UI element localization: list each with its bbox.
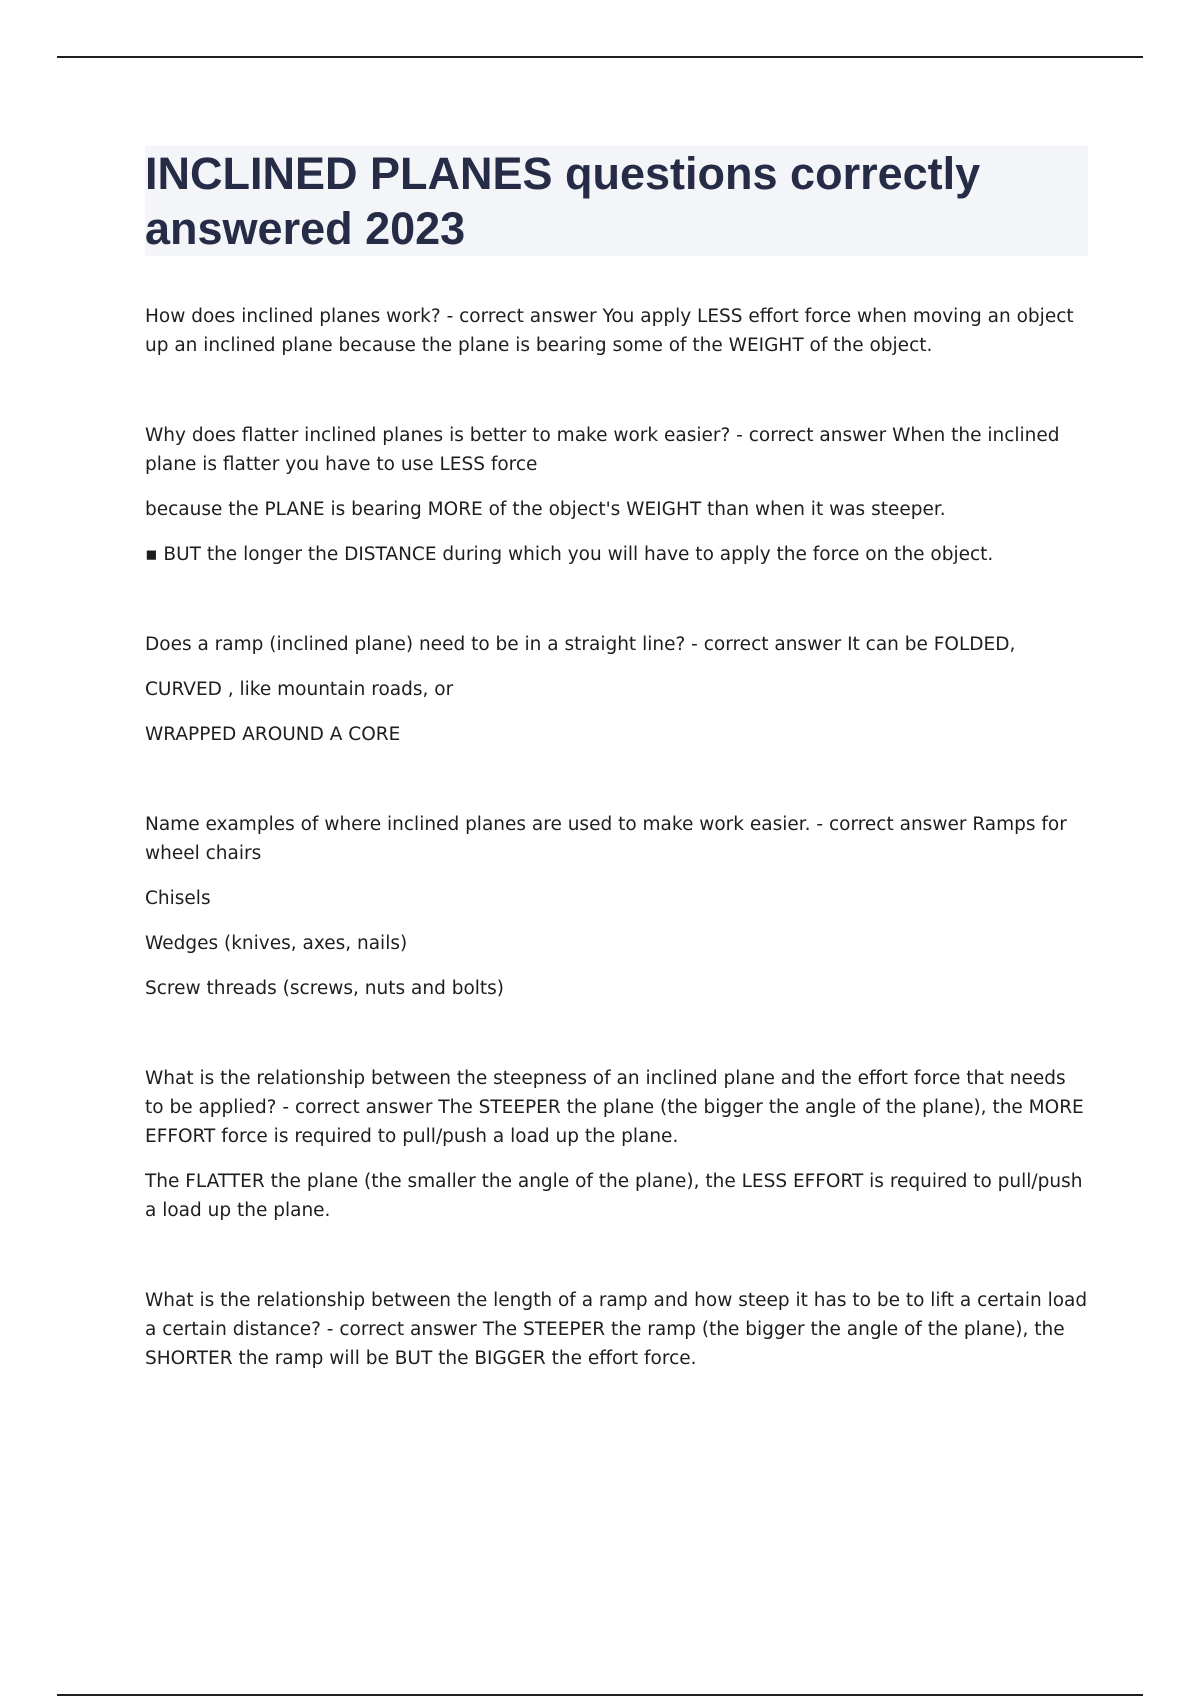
qa-paragraph: Wedges (knives, axes, nails)	[145, 933, 408, 954]
qa-paragraph: WRAPPED AROUND A CORE	[145, 724, 401, 745]
qa-paragraph: ▪ BUT the longer the DISTANCE during which you will have to apply the force on the object.	[145, 544, 994, 565]
qa-item	[145, 810, 1090, 1003]
qa-item	[145, 1286, 1090, 1373]
qa-paragraph: Why does flatter inclined planes is better to make work easier? - correct answer When the inclined plane is flatter you have to use LESS force	[145, 425, 1060, 475]
qa-paragraph: How does inclined planes work? - correct answer You apply LESS effort force when moving an object up an inclined plane because the plane is bearing some of the WEIGHT of the object.	[145, 306, 1074, 356]
qa-item	[145, 1064, 1090, 1225]
qa-paragraph: because the PLANE is bearing MORE of the object's WEIGHT than when it was steeper.	[145, 499, 946, 520]
qa-paragraph: CURVED , like mountain roads, or	[145, 679, 454, 700]
document-title: INCLINED PLANES questions correctly answered 2023	[145, 148, 981, 254]
qa-item	[145, 630, 1090, 749]
qa-paragraph: Chisels	[145, 888, 211, 909]
qa-item	[145, 302, 1090, 360]
bottom-rule	[57, 1694, 1143, 1696]
top-rule	[57, 56, 1143, 58]
document-body	[145, 302, 1090, 1434]
qa-paragraph: Name examples of where inclined planes are used to make work easier. - correct answer Ramps for wheel chairs	[145, 814, 1067, 864]
qa-paragraph: What is the relationship between the length of a ramp and how steep it has to be to lift a certain load a certain distance? - correct answer The STEEPER the ramp (the bigger the angle of the plane), the SHORTER the ramp will be BUT the BIGGER the effort force.	[145, 1290, 1088, 1369]
qa-paragraph: The FLATTER the plane (the smaller the angle of the plane), the LESS EFFORT is required to pull/push a load up the plane.	[145, 1171, 1083, 1221]
title-block	[145, 146, 1088, 256]
qa-paragraph: Screw threads (screws, nuts and bolts)	[145, 978, 505, 999]
qa-paragraph: Does a ramp (inclined plane) need to be in a straight line? - correct answer It can be FOLDED,	[145, 634, 1016, 655]
qa-item	[145, 421, 1090, 569]
qa-paragraph: What is the relationship between the steepness of an inclined plane and the effort force that needs to be applied? - correct answer The STEEPER the plane (the bigger the angle of the plane), the MORE EFFORT force is required to pull/push a load up the plane.	[145, 1068, 1084, 1147]
